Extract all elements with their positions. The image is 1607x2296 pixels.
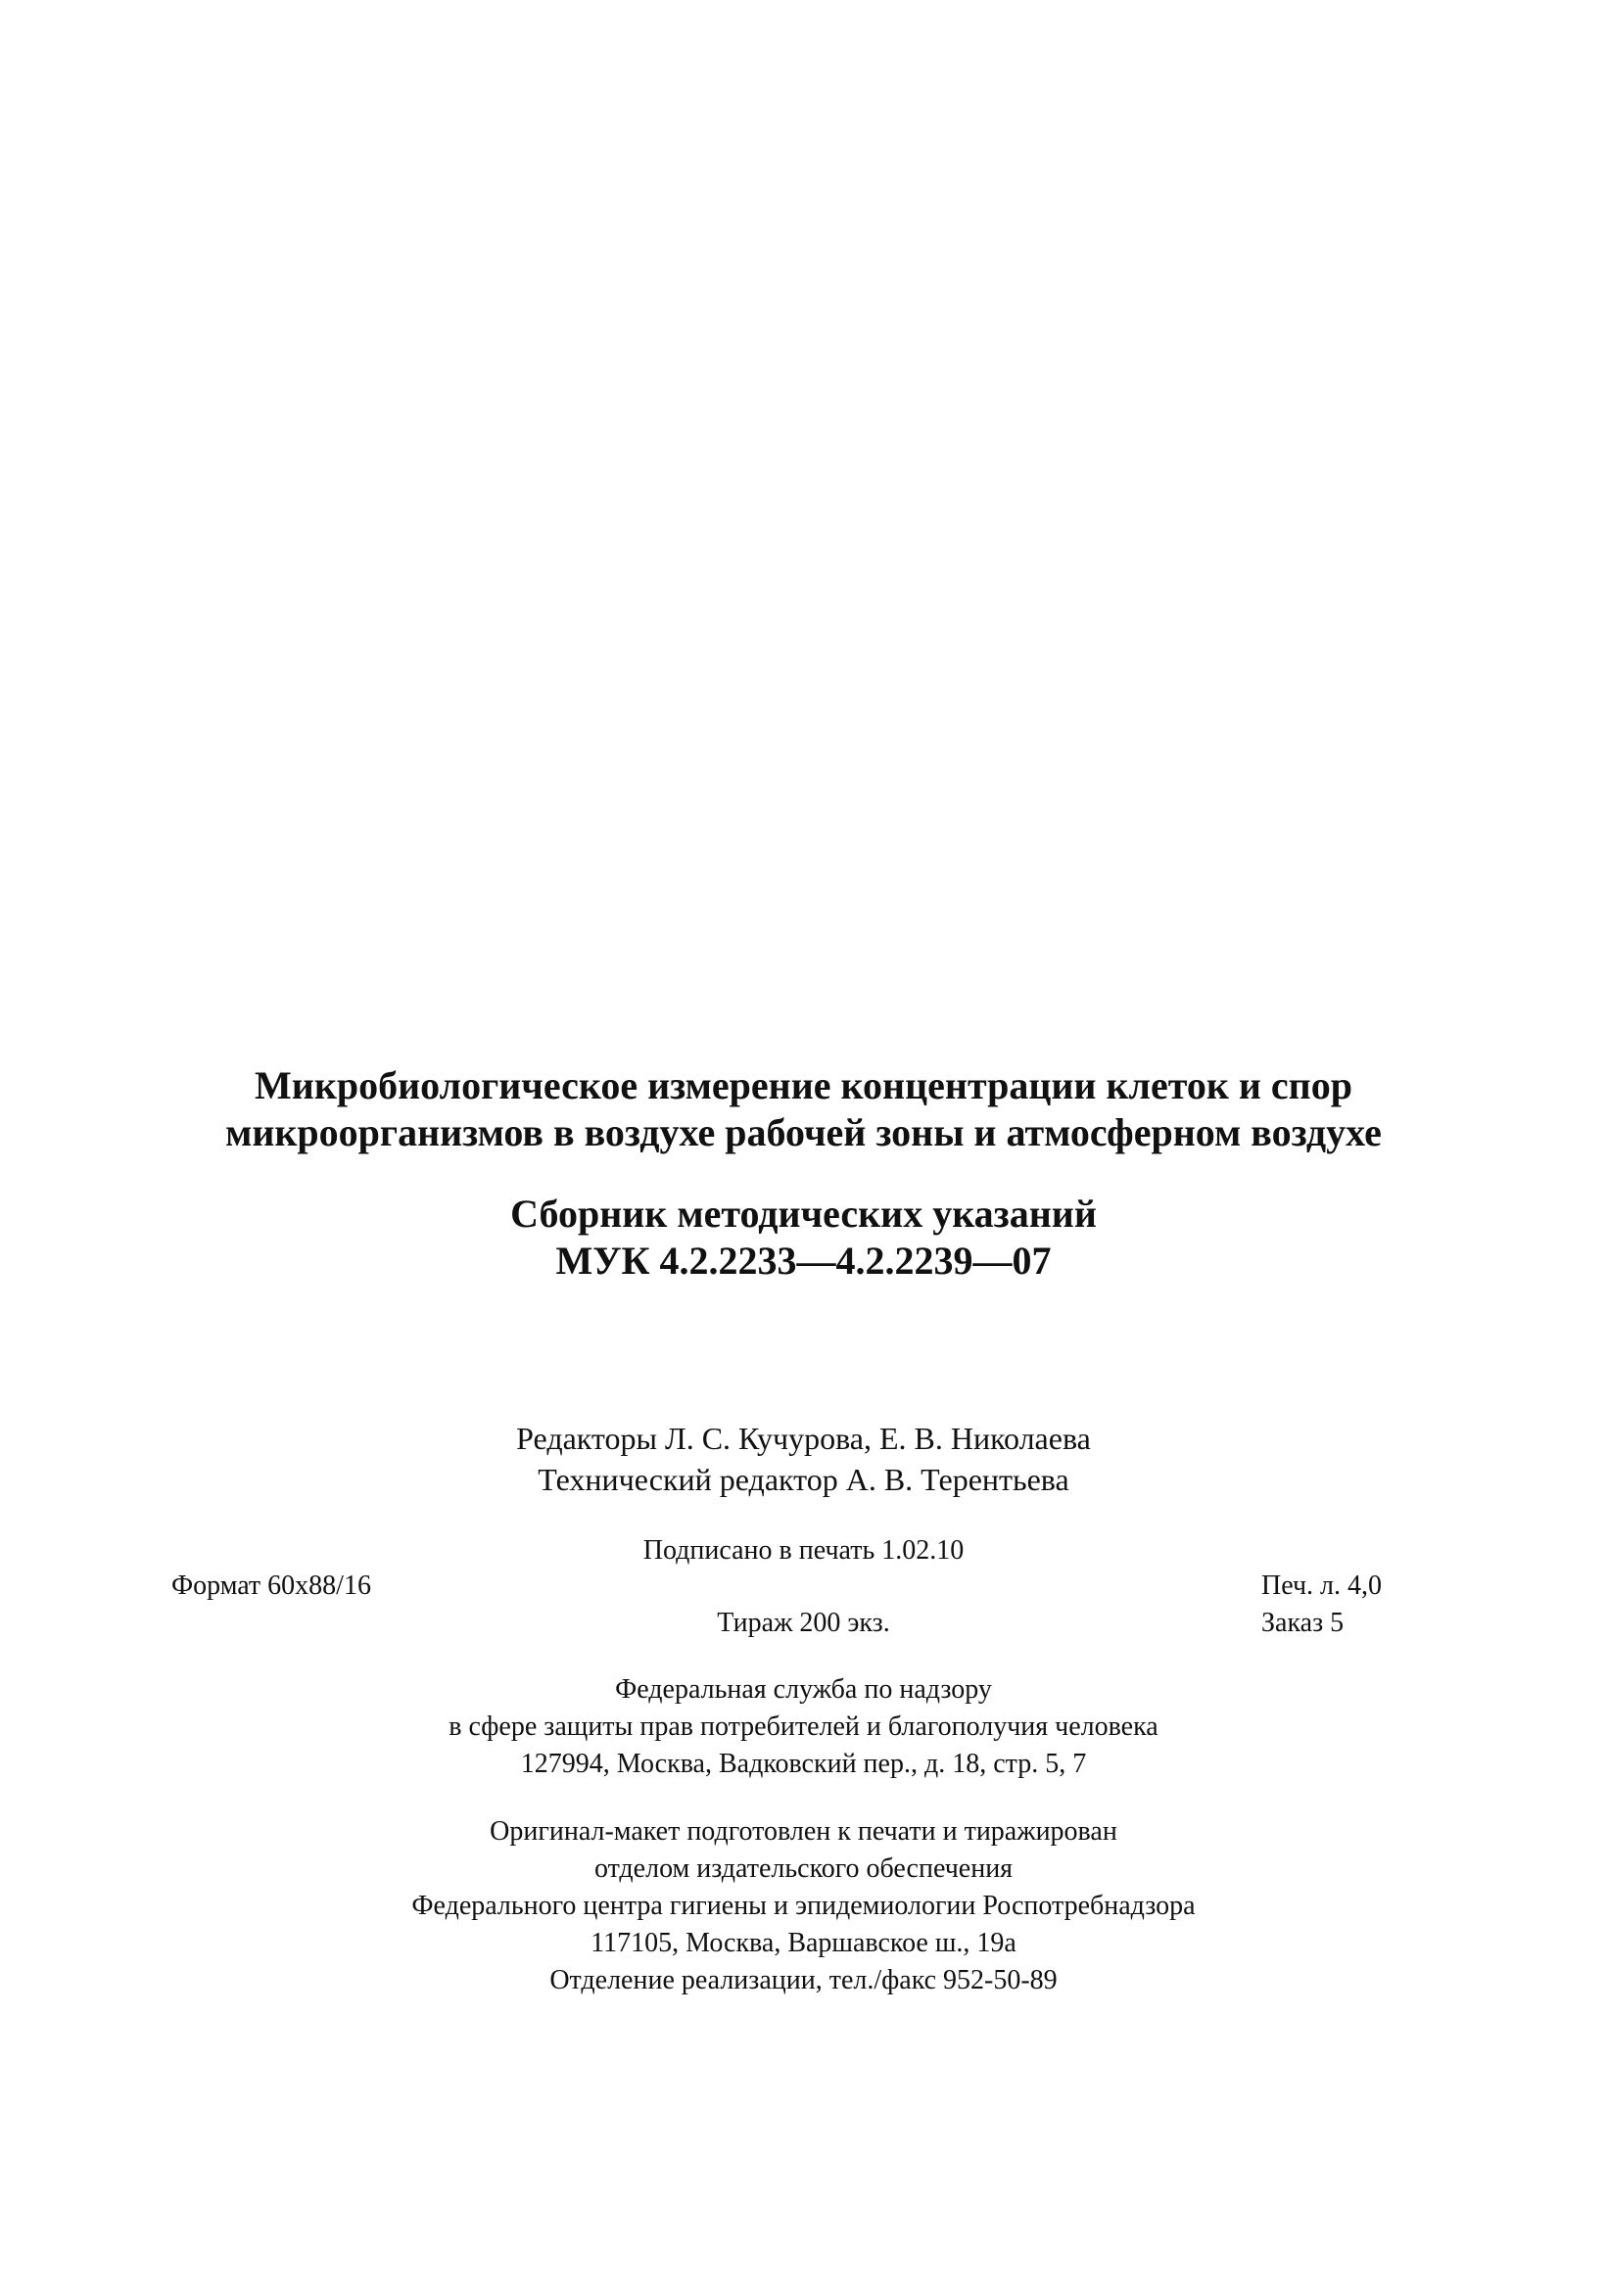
agency-address: 127994, Москва, Вадковский пер., д. 18, стр. 5, 7 — [520, 1749, 1087, 1779]
subtitle-line-1: Сборник методических указаний — [510, 1192, 1097, 1236]
publisher-line-3: Федерального центра гигиены и эпидемиологии Роспотребнадзора — [411, 1891, 1196, 1921]
print-info — [0, 1527, 1607, 1645]
document-subtitle — [0, 1191, 1607, 1285]
signed-to-print: Подписано в печать 1.02.10 — [642, 1535, 965, 1566]
paper-format: Формат 60x88/16 — [171, 1570, 371, 1601]
subtitle-line-2: МУК 4.2.2233—4.2.2239—07 — [555, 1239, 1052, 1283]
editors-line: Редакторы Л. С. Кучурова, Е. В. Николаева — [516, 1421, 1091, 1456]
document-title — [0, 1062, 1607, 1156]
order-number: Заказ 5 — [1261, 1608, 1345, 1638]
title-line-2: микроорганизмов в воздухе рабочей зоны и атмосферном воздухе — [225, 1110, 1382, 1154]
circulation: Тираж 200 экз. — [717, 1608, 890, 1638]
editors-credits — [0, 1418, 1607, 1500]
printed-sheets: Печ. л. 4,0 — [1261, 1570, 1383, 1601]
tech-editor-line: Технический редактор А. В. Терентьева — [538, 1462, 1069, 1497]
title-line-1: Микробиологическое измерение концентрации клеток и спор — [255, 1063, 1352, 1107]
agency-line-2: в сфере защиты прав потребителей и благополучия человека — [449, 1711, 1158, 1742]
publisher-line-1: Оригинал-макет подготовлен к печати и тиражирован — [490, 1816, 1117, 1847]
publisher-info — [0, 1813, 1607, 1999]
agency-line-1: Федеральная служба по надзору — [615, 1674, 992, 1705]
publisher-line-2: отделом издательского обеспечения — [593, 1853, 1014, 1884]
publisher-sales-contact: Отделение реализации, тел./факс 952-50-89 — [549, 1965, 1058, 1995]
agency-info — [0, 1671, 1607, 1783]
publisher-address: 117105, Москва, Варшавское ш., 19а — [591, 1928, 1016, 1958]
